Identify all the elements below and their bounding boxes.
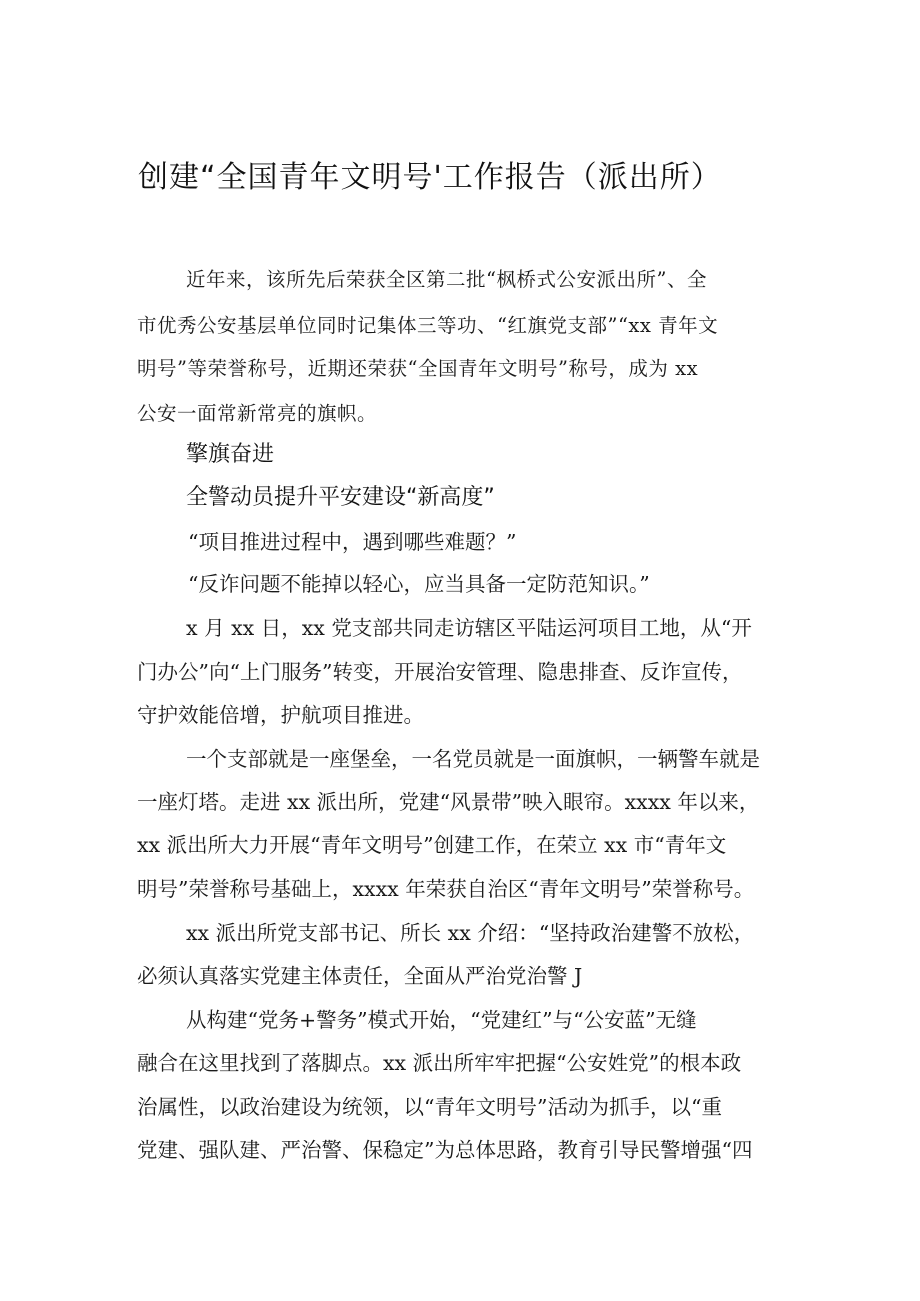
para3-line-2: 必须认真落实党建主体责任，全面从严治党治警 J [137, 964, 583, 988]
intro-line-4: 公安一面常新常亮的旗帜。 [137, 402, 378, 425]
para4-line-1: 从构建“党务+警务”模式开始，“党建红”与“公安蓝”无缝 [186, 1008, 697, 1032]
intro-line-3: 明号”等荣誉称号，近期还荣获“全国青年文明号”称号，成为 xx [137, 357, 699, 380]
para1-line-2: 门办公”向“上门服务”转变，开展治安管理、隐患排查、反诈宣传， [137, 660, 743, 684]
para4-line-2: 融合在这里找到了落脚点。xx 派出所牢牢把握“公安姓党”的根本政 [137, 1051, 742, 1075]
section-subheading: 全警动员提升平安建设“新高度” [186, 485, 495, 510]
para2-line-1: 一个支部就是一座堡垒，一名党员就是一面旗帜，一辆警车就是 [186, 747, 760, 771]
para3-line-1: xx 派出所党支部书记、所长 xx 介绍：“坚持政治建警不放松， [186, 921, 755, 945]
para1-line-3: 守护效能倍增，护航项目推进。 [137, 703, 424, 727]
section-heading: 擎旗奋进 [186, 442, 275, 467]
para2-line-4: 明号”荣誉称号基础上，xxxx 年荣获自治区“青年文明号”荣誉称号。 [137, 877, 755, 901]
para4-line-3: 治属性，以政治建设为统领，以“青年文明号”活动为抓手，以“重 [137, 1095, 722, 1119]
para2-line-3: xx 派出所大力开展“青年文明号”创建工作，在荣立 xx 市“青年文 [137, 833, 727, 857]
para1-line-1: x 月 xx 日，xx 党支部共同走访辖区平陆运河项目工地，从“开 [186, 616, 752, 640]
quote-line-2: “反诈问题不能掉以轻心，应当具备一定防范知识。” [188, 572, 650, 596]
intro-line-2: 市优秀公安基层单位同时记集体三等功、“红旗党支部”“xx 青年文 [137, 314, 719, 337]
quote-line-1: “项目推进过程中，遇到哪些难题？” [188, 530, 517, 554]
para2-line-2: 一座灯塔。走进 xx 派出所，党建“风景带”映入眼帘。xxxx 年以来， [137, 790, 760, 814]
para4-line-4: 党建、强队建、严治警、保稳定”为总体思路，教育引导民警增强“四 [137, 1138, 753, 1162]
intro-line-1: 近年来，该所先后荣获全区第二批“枫桥式公安派出所”、全 [186, 268, 707, 291]
document-title: 创建“全国青年文明号'工作报告（派出所） [138, 160, 722, 195]
